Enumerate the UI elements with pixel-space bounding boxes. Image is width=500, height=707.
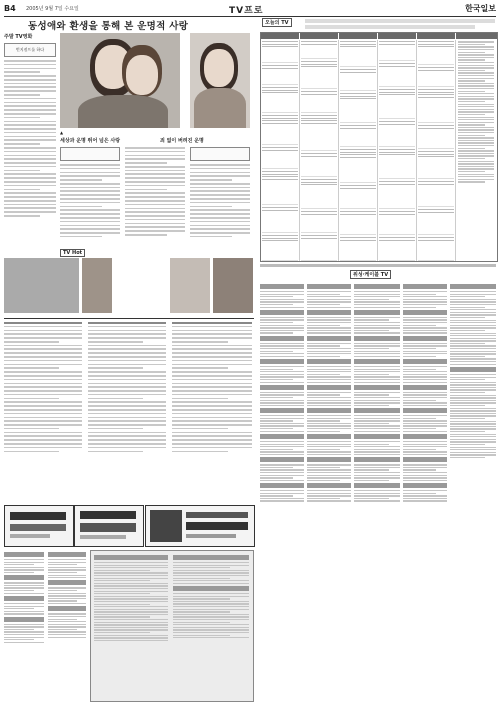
couple-photo [60,33,180,128]
feature-col-3 [125,147,185,247]
actress-photo [190,33,250,128]
schedule-col-2 [300,40,339,261]
hot-article-2 [88,322,166,502]
ad-2 [74,505,144,547]
schedule-col-1 [261,40,300,261]
newspaper-logo: 한국일보 [465,3,496,13]
column-text-lines [4,60,56,217]
tv-hot-tab: TV Hot [60,249,85,257]
feature-headline: 동성애와 환생을 통해 본 운명적 사랑 [28,21,189,32]
mid-title-1: 세상과 운명 뛰어 넘은 사랑 [60,138,121,144]
channel-legend-1 [305,19,495,23]
page-number: B4 [4,4,16,13]
ad-1 [4,505,74,547]
cable-col-3 [354,282,400,702]
cable-col-2 [307,282,351,702]
header-rule [4,16,496,17]
column-label: 주말 TV영화 [4,34,33,40]
movie-title: 번지점프를 하다 [15,47,45,52]
hot-article-3 [172,322,252,502]
tv-schedule-grid [260,32,498,262]
ad-3 [145,505,255,547]
feature-col-4 [190,147,250,247]
satellite-header-bar [260,264,496,267]
bottom-table [90,550,254,702]
issue-date: 2005년 9월 7일 수요일 [26,6,79,12]
bottom-list-2 [48,550,86,700]
movie-title-box [4,43,56,57]
mid-rule [4,318,254,319]
hot-photo-2 [82,258,112,313]
feature-left-column [4,33,56,248]
page-header [4,2,496,16]
cable-col-1 [260,282,304,702]
channel-legend-2 [305,25,475,29]
feature-col-2 [60,147,120,247]
daily-tv-tab: 오늘의 TV [262,18,292,27]
hot-photo-3 [170,258,210,313]
schedule-col-3 [339,40,378,261]
satellite-tab: 위성·케이블 TV [350,270,391,279]
hot-photo-4 [213,258,253,313]
mid-title-2: 죄 없이 버려진 운명 [160,138,204,144]
schedule-col-6 [456,40,496,261]
cable-col-4 [403,282,447,702]
hot-photo-1 [4,258,79,313]
bottom-list-1 [4,550,44,700]
hot-article-1 [4,322,82,502]
schedule-col-5 [417,40,456,261]
section-title: TV프로 [229,6,264,16]
photo-caption: ▲ [60,130,64,135]
cable-col-5 [450,282,496,702]
schedule-col-4 [378,40,417,261]
